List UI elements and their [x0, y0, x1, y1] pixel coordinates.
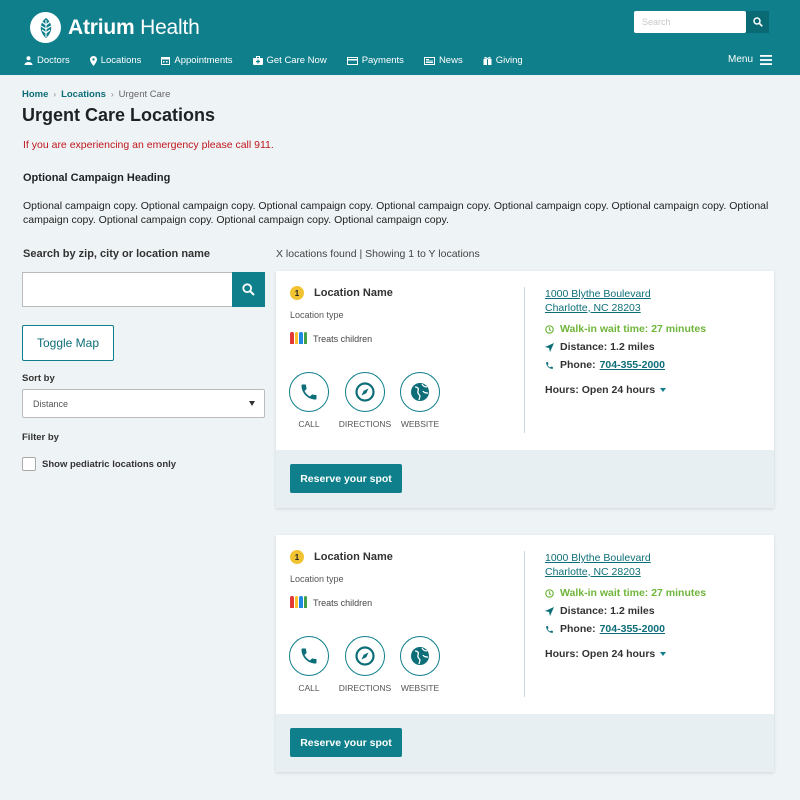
hours-toggle[interactable]: Hours: Open 24 hours [545, 648, 666, 660]
location-card [276, 535, 774, 772]
phone-link[interactable]: 704-355-2000 [599, 623, 665, 635]
sort-selected-value: Distance [33, 398, 69, 409]
location-card [276, 271, 774, 508]
address-link[interactable]: 1000 Blythe Boulevard Charlotte, NC 28203 [545, 552, 651, 578]
directions-action[interactable]: DIRECTIONS [335, 372, 395, 429]
phone-icon [299, 382, 319, 402]
hours-toggle[interactable]: Hours: Open 24 hours [545, 384, 666, 396]
breadcrumb [22, 89, 170, 100]
breadcrumb-home[interactable]: Home [22, 89, 49, 100]
calendar-icon [161, 56, 170, 65]
phone-icon [545, 625, 554, 634]
compass-icon [354, 381, 376, 403]
reserve-spot-button[interactable]: Reserve your spot [290, 728, 402, 757]
call-action[interactable]: CALL [279, 372, 339, 429]
filter-label: Filter by [22, 432, 59, 443]
phone-link[interactable]: 704-355-2000 [599, 359, 665, 371]
card-footer [276, 714, 774, 772]
breadcrumb-current: Urgent Care [118, 89, 171, 100]
doctor-icon [24, 56, 33, 65]
nav-appointments[interactable]: Appointments [161, 55, 232, 66]
website-action[interactable]: WEBSITE [390, 636, 450, 693]
chevron-right-icon: › [110, 90, 114, 99]
location-name[interactable]: Location Name [314, 287, 393, 299]
nav-locations[interactable]: Locations [90, 55, 142, 66]
call-action[interactable]: CALL [279, 636, 339, 693]
leaf-logo-icon [30, 12, 61, 43]
toggle-map-button[interactable]: Toggle Map [22, 325, 114, 361]
results-count: X locations found | Showing 1 to Y locations [276, 248, 480, 260]
search-icon [753, 17, 763, 27]
main-nav [24, 55, 543, 66]
directions-action[interactable]: DIRECTIONS [335, 636, 395, 693]
location-type: Location type [290, 574, 344, 584]
children-icon [290, 333, 308, 344]
search-icon [242, 283, 255, 296]
location-search-input[interactable] [22, 272, 233, 307]
phone-row: Phone: 704-355-2000 [545, 359, 665, 371]
brand-name: Atrium Health [68, 15, 200, 39]
distance: Distance: 1.2 miles [545, 341, 655, 353]
pediatric-checkbox-label[interactable]: Show pediatric locations only [42, 459, 177, 470]
nav-payments[interactable]: Payments [347, 55, 404, 66]
location-pin-icon [90, 56, 97, 66]
page-title: Urgent Care Locations [22, 105, 216, 125]
clock-icon [545, 589, 554, 598]
globe-icon [409, 381, 431, 403]
chevron-down-icon [660, 652, 666, 656]
navigation-arrow-icon [545, 607, 554, 616]
phone-icon [299, 646, 319, 666]
distance: Distance: 1.2 miles [545, 605, 655, 617]
chevron-down-icon [249, 401, 255, 406]
reserve-spot-button[interactable]: Reserve your spot [290, 464, 402, 493]
emergency-notice: If you are experiencing an emergency please call 911. [23, 139, 274, 151]
chevron-down-icon [660, 388, 666, 392]
card-divider [524, 287, 525, 433]
location-name[interactable]: Location Name [314, 551, 393, 563]
phone-row: Phone: 704-355-2000 [545, 623, 665, 635]
campaign-copy: Optional campaign copy. Optional campaign copy. Optional campaign copy. Optional campaign copy. Optional campaign copy. Optional campaign copy. Optional campaign copy. Optional campaign copy. Optional campaign copy. Optional campaign copy. [23, 200, 769, 226]
location-type: Location type [290, 310, 344, 320]
breadcrumb-locations[interactable]: Locations [61, 89, 106, 100]
card-divider [524, 551, 525, 697]
navigation-arrow-icon [545, 343, 554, 352]
site-header [0, 0, 800, 75]
phone-icon [545, 361, 554, 370]
sort-select[interactable] [22, 389, 265, 418]
treats-children: Treats children [290, 597, 372, 608]
pediatric-checkbox[interactable] [22, 457, 36, 471]
nav-news[interactable]: News [424, 55, 463, 66]
website-action[interactable]: WEBSITE [390, 372, 450, 429]
location-number-badge: 1 [290, 550, 304, 564]
gift-icon [483, 56, 492, 65]
address-link[interactable]: 1000 Blythe Boulevard Charlotte, NC 28203 [545, 288, 651, 314]
wait-time: Walk-in wait time: 27 minutes [545, 323, 706, 335]
logo[interactable] [30, 12, 200, 43]
globe-icon [409, 645, 431, 667]
card-footer [276, 450, 774, 508]
sort-label: Sort by [22, 373, 55, 384]
clock-icon [545, 325, 554, 334]
nav-giving[interactable]: Giving [483, 55, 523, 66]
nav-get-care-now[interactable]: Get Care Now [253, 55, 327, 66]
compass-icon [354, 645, 376, 667]
menu-button[interactable] [728, 54, 772, 65]
location-number-badge: 1 [290, 286, 304, 300]
nav-doctors[interactable]: Doctors [24, 55, 70, 66]
medical-bag-icon [253, 56, 263, 65]
treats-children: Treats children [290, 333, 372, 344]
wait-time: Walk-in wait time: 27 minutes [545, 587, 706, 599]
header-search-input[interactable] [634, 11, 746, 33]
header-search-button[interactable] [746, 11, 769, 33]
location-search-button[interactable] [232, 272, 265, 307]
children-icon [290, 597, 308, 608]
menu-label: Menu [728, 54, 754, 65]
credit-card-icon [347, 57, 358, 65]
newspaper-icon [424, 57, 435, 65]
hamburger-icon [760, 55, 772, 65]
campaign-heading: Optional Campaign Heading [23, 172, 171, 184]
location-search-label: Search by zip, city or location name [23, 248, 211, 260]
chevron-right-icon: › [53, 90, 57, 99]
